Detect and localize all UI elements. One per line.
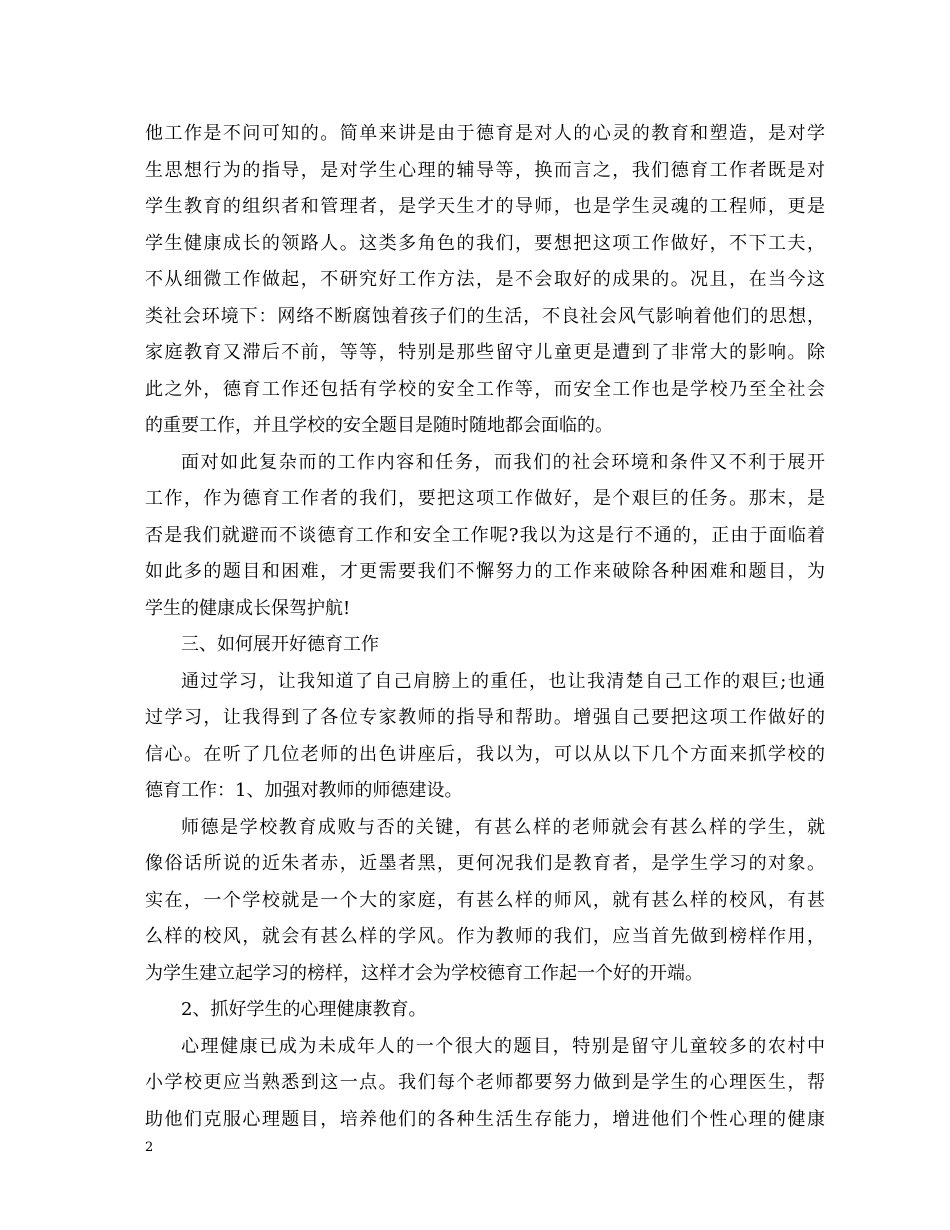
text-line: 学生健康成长的领路人。这类多角色的我们，要想把这项工作做好，不下工夫， <box>145 232 825 254</box>
text-line: 生思想行为的指导，是对学生心理的辅导等，换而言之，我们德育工作者既是对 <box>145 159 825 181</box>
text-line: 助他们克服心理题目，培养他们的各种生活生存能力，增进他们个性心理的健康 <box>145 1108 825 1130</box>
text-line: 学生教育的组织者和管理者，是学天生才的导师，也是学生灵魂的工程师，更是 <box>145 196 825 217</box>
text-line: 为学生建立起学习的榜样，这样才会为学校德育工作起一个好的开端。 <box>145 962 703 984</box>
text-line: 像俗话所说的近朱者赤，近墨者黑，更何况我们是教育者，是学生学习的对象。 <box>145 853 825 874</box>
text-line: 德育工作：1、加强对教师的师德建设。 <box>145 780 463 801</box>
text-line: 实在，一个学校就是一个大的家庭，有甚么样的师风，就有甚么样的校风，有甚 <box>145 889 825 911</box>
text-line: 面对如此复杂而的工作内容和任务，而我们的社会环境和条件又不利于展开 <box>181 451 825 473</box>
body-text <box>145 116 825 1138</box>
text-line: 过学习，让我得到了各位专家教师的指导和帮助。增强自己要把这项工作做好的 <box>145 707 825 728</box>
text-line: 他工作是不问可知的。简单来讲是由于德育是对人的心灵的教育和塑造，是对学 <box>145 123 825 144</box>
text-line: 此之外，德育工作还包括有学校的安全工作等，而安全工作也是学校乃至全社会 <box>145 378 825 400</box>
text-line: 师德是学校教育成败与否的关键，有甚么样的老师就会有甚么样的学生，就 <box>181 816 825 838</box>
text-line: 通过学习，让我知道了自己肩膀上的重任，也让我清楚自己工作的艰巨;也通 <box>181 670 825 692</box>
text-line: 工作，作为德育工作者的我们，要把这项工作做好，是个艰巨的任务。那末，是 <box>145 488 825 509</box>
text-line: 么样的校风，就会有甚么样的学风。作为教师的我们，应当首先做到榜样作用， <box>145 926 825 947</box>
text-line: 如此多的题目和困难，才更需要我们不懈努力的工作来破除各种困难和题目，为 <box>145 561 825 582</box>
text-line: 家庭教育又滞后不前，等等，特别是那些留守儿童更是遭到了非常大的影响。除 <box>145 342 825 363</box>
text-line: 信心。在听了几位老师的出色讲座后，我以为，可以从以下几个方面来抓学校的 <box>145 743 825 765</box>
page-number: 2 <box>145 1140 154 1155</box>
text-line: 类社会环境下：网络不断腐蚀着孩子们的生活，不良社会风气影响着他们的思想， <box>145 305 825 327</box>
section-heading: 三、如何展开好德育工作 <box>181 634 379 655</box>
text-line: 否是我们就避而不谈德育工作和安全工作呢?我以为这是行不通的，正由于面临着 <box>145 524 825 546</box>
text-line: 的重要工作，并且学校的安全题目是随时随地都会面临的。 <box>145 415 613 436</box>
text-line: 学生的健康成长保驾护航! <box>145 597 351 619</box>
text-line: 心理健康已成为未成年人的一个很大的题目，特别是留守儿童较多的农村中 <box>181 1035 825 1057</box>
subsection-heading: 2、抓好学生的心理健康教育。 <box>181 999 427 1020</box>
text-line: 小学校更应当熟悉到这一点。我们每个老师都要努力做到是学生的心理医生，帮 <box>145 1072 825 1093</box>
text-line: 不从细微工作做起，不研究好工作方法，是不会取好的成果的。况且，在当今这 <box>145 269 825 290</box>
